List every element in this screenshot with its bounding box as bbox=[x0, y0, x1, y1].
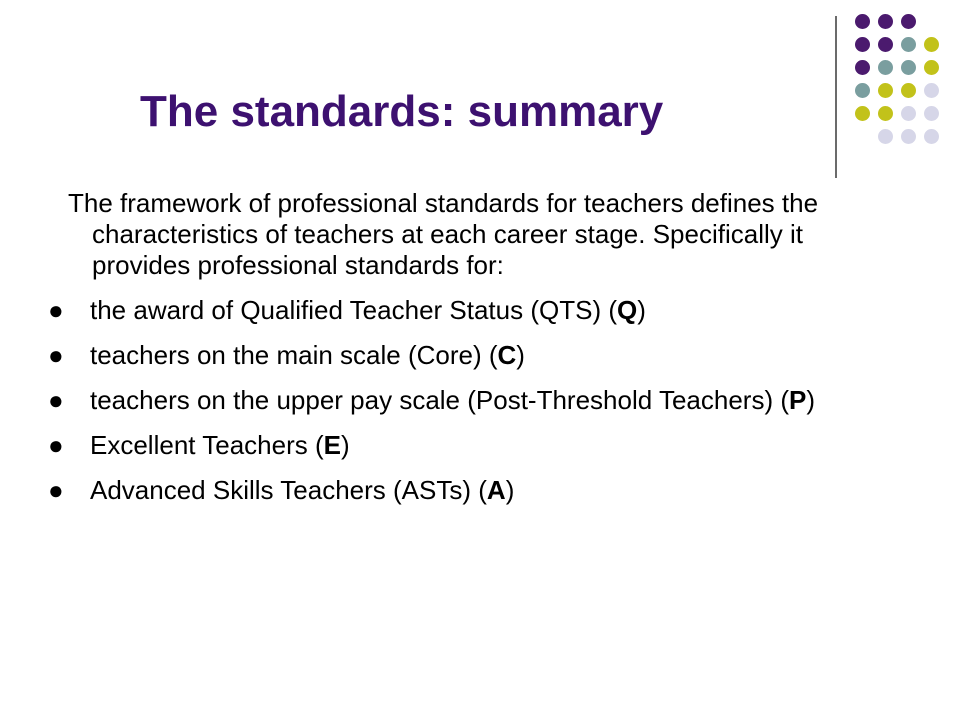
decorative-dot-icon bbox=[878, 83, 893, 98]
standard-code: A bbox=[486, 475, 506, 505]
decorative-dot-icon bbox=[855, 14, 870, 29]
decorative-dot-icon bbox=[924, 129, 939, 144]
decorative-dot-icon bbox=[878, 60, 893, 75]
decorative-dot-icon bbox=[901, 129, 916, 144]
decorative-dot-icon bbox=[924, 60, 939, 75]
bullet-item-core bbox=[48, 340, 878, 371]
bullet-item-qts bbox=[48, 295, 878, 326]
slide-title: The standards: summary bbox=[140, 87, 664, 136]
bullet-text: Excellent Teachers ( bbox=[90, 430, 324, 460]
bullet-close: ) bbox=[516, 340, 525, 370]
decorative-dot-icon bbox=[924, 106, 939, 121]
decorative-dot-icon bbox=[901, 14, 916, 29]
standard-code: C bbox=[497, 340, 517, 370]
decorative-dot-icon bbox=[878, 37, 893, 52]
bullet-close: ) bbox=[806, 385, 816, 415]
standard-code: P bbox=[789, 385, 807, 415]
bullet-text: Advanced Skills Teachers (ASTs) ( bbox=[90, 475, 487, 505]
standard-code: E bbox=[323, 430, 341, 460]
vertical-divider bbox=[835, 16, 837, 178]
bullet-item-excellent bbox=[48, 430, 878, 461]
bullet-icon: ● bbox=[48, 430, 64, 460]
decorative-dot-icon bbox=[901, 83, 916, 98]
decorative-dot-icon bbox=[878, 14, 893, 29]
decorative-dot-icon bbox=[901, 60, 916, 75]
decorative-dot-icon bbox=[924, 83, 939, 98]
bullet-close: ) bbox=[637, 295, 646, 325]
bullet-item-ast bbox=[48, 475, 878, 506]
bullet-text: teachers on the main scale (Core) ( bbox=[90, 340, 498, 370]
decorative-dot-icon bbox=[855, 60, 870, 75]
bullet-close: ) bbox=[340, 430, 350, 460]
decorative-dot-icon bbox=[878, 129, 893, 144]
decorative-dot-icon bbox=[855, 37, 870, 52]
decorative-dot-icon bbox=[855, 83, 870, 98]
bullet-icon: ● bbox=[48, 475, 64, 505]
decorative-dot-icon bbox=[901, 106, 916, 121]
decorative-dot-icon bbox=[855, 106, 870, 121]
slide-body bbox=[48, 188, 878, 520]
standard-code: Q bbox=[616, 295, 638, 325]
bullet-icon: ● bbox=[48, 295, 64, 325]
bullet-text: teachers on the upper pay scale (Post-Threshold Teachers) ( bbox=[90, 385, 789, 415]
bullet-item-post-threshold bbox=[48, 385, 878, 416]
bullet-text: the award of Qualified Teacher Status (QTS) ( bbox=[90, 295, 617, 325]
bullet-close: ) bbox=[505, 475, 515, 505]
bullet-icon: ● bbox=[48, 340, 64, 370]
decorative-dot-icon bbox=[901, 37, 916, 52]
decorative-dot-icon bbox=[924, 37, 939, 52]
intro-paragraph: The framework of professional standards for teachers defines the characteristics of teachers at each career stage. Specifically it provides professional standards for: bbox=[68, 188, 819, 280]
decorative-dot-icon bbox=[878, 106, 893, 121]
bullet-icon: ● bbox=[48, 385, 64, 415]
